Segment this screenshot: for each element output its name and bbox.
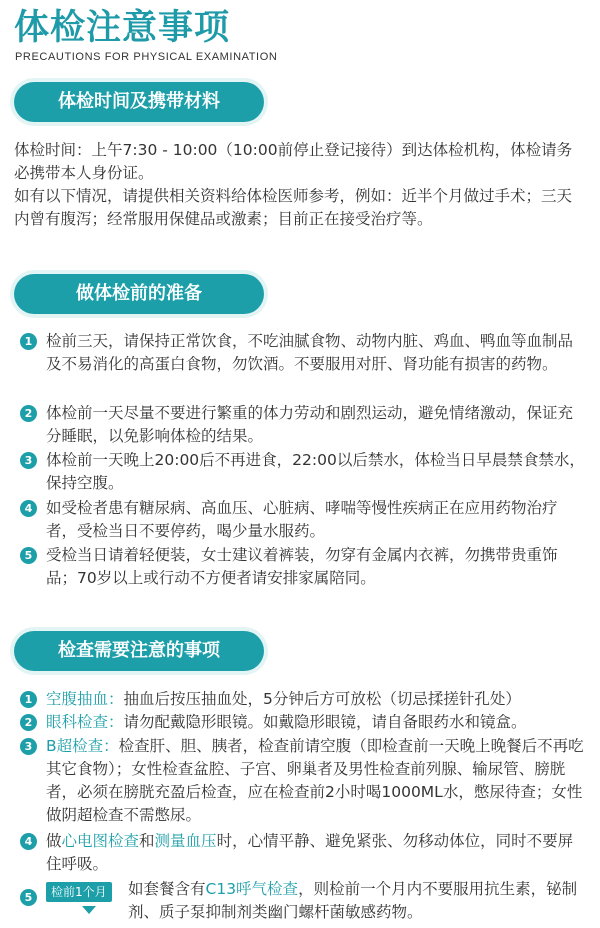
prep-item xyxy=(14,330,588,376)
number-badge: 4 xyxy=(20,500,37,517)
prep-item xyxy=(14,402,588,448)
section-heading-time-materials: 体检时间及携带材料 xyxy=(14,82,264,122)
exam-name-c13-breath: C13呼气检查 xyxy=(205,880,299,898)
prep-item-text: 受检当日请着轻便装，女士建议着裤装，勿穿有金属内衣裤，勿携带贵重饰品；70岁以上或行动不方便者请安排家属陪同。 xyxy=(46,546,558,587)
number-badge: 3 xyxy=(20,452,37,469)
prep-item-text: 体检前一天晚上20:00后不再进食，22:00以后禁水，体检当日早晨禁食禁水，保持空腹。 xyxy=(46,451,585,492)
prep-item-text: 检前三天，请保持正常饮食，不吃油腻食物、动物内脏、鸡血、鸭血等血制品及不易消化的高蛋白食物，勿饮酒。不要服用对肝、肾功能有损害的药物。 xyxy=(46,332,574,373)
exam-name-ecg: 心电图检查 xyxy=(61,832,140,850)
down-arrow-icon xyxy=(82,906,96,914)
number-badge: 4 xyxy=(20,833,37,850)
prep-item-text: 如受检者患有糖尿病、高血压、心脏病、哮喘等慢性疾病正在应用药物治疗者，受检当日不要停药，喝少量水服药。 xyxy=(46,499,558,540)
section-time-materials-body xyxy=(14,139,586,231)
prep-item-text: 体检前一天尽量不要进行繁重的体力劳动和剧烈运动，避免情绪激动，保证充分睡眠，以免影响体检的结果。 xyxy=(46,404,574,445)
exam-name-fasting-blood: 空腹抽血： xyxy=(46,690,124,708)
exam-time-paragraph: 体检时间：上午7:30 - 10:00（10:00前停止登记接待）到达体检机构，体检请务必携带本人身份证。 xyxy=(14,141,573,182)
exam-note-item xyxy=(14,711,588,734)
exam-note-item: 5 检前1个月 如套餐含有C13呼气检查，则检前一个月内不要服用抗生素，铋制剂、质子泵抑制剂类幽门螺杆菌敏感药物。 xyxy=(14,878,588,924)
page-subtitle: PRECAUTIONS FOR PHYSICAL EXAMINATION xyxy=(15,51,278,63)
number-badge: 2 xyxy=(20,405,37,422)
exam-note-text: 时，心情平静、避免紧张、勿移动体位，同时不要屏住呼吸。 xyxy=(46,832,574,873)
exam-name-eye: 眼科检查： xyxy=(46,713,124,731)
number-badge: 1 xyxy=(20,333,37,350)
section-heading-preparation: 做体检前的准备 xyxy=(14,274,264,314)
number-badge: 1 xyxy=(20,691,37,708)
exam-note-item xyxy=(14,735,588,827)
prep-item xyxy=(14,497,588,543)
number-badge: 2 xyxy=(20,714,37,731)
exam-name-blood-pressure: 测量血压 xyxy=(154,832,217,850)
exam-note-item xyxy=(14,688,588,711)
number-badge: 5 xyxy=(20,889,37,906)
section-heading-exam-notes: 检查需要注意的事项 xyxy=(14,631,264,671)
number-badge: 3 xyxy=(20,738,37,755)
prep-item xyxy=(14,544,588,590)
medical-info-paragraph: 如有以下情况，请提供相关资料给体检医师参考，例如：近半个月做过手术；三天内曾有腹泻；经常服用保健品或激素；目前正在接受治疗等。 xyxy=(14,187,573,228)
exam-name-ultrasound: B超检查： xyxy=(46,737,119,755)
exam-note-text: 请勿配戴隐形眼镜。如戴隐形眼镜，请自备眼药水和镜盒。 xyxy=(123,713,527,731)
exam-note-text: ，则检前一个月内不要服用抗生素，铋制剂、质子泵抑制剂类幽门螺杆菌敏感药物。 xyxy=(128,880,578,921)
page-title: 体检注意事项 xyxy=(14,8,231,48)
exam-note-item: 4 做心电图检查和测量血压时，心情平静、避免紧张、勿移动体位，同时不要屏住呼吸。 xyxy=(14,830,588,876)
exam-note-text: 检查肝、胆、胰者，检查前请空腹（即检查前一天晚上晚餐后不再吃其它食物）；女性检查盆腔、子宫、卵巢者及男性检查前列腺、输尿管、膀胱者，必须在膀胱充盈后检查，应在检查前2小时喝1000ML水，憋尿待查；女性做阴超检查不需憋尿。 xyxy=(46,737,584,824)
number-badge: 5 xyxy=(20,547,37,564)
exam-note-text: 抽血后按压抽血处，5分钟后方可放松（切忌揉搓针孔处） xyxy=(123,690,521,708)
prep-item xyxy=(14,449,588,495)
one-month-before-tag: 检前1个月 xyxy=(46,882,112,902)
